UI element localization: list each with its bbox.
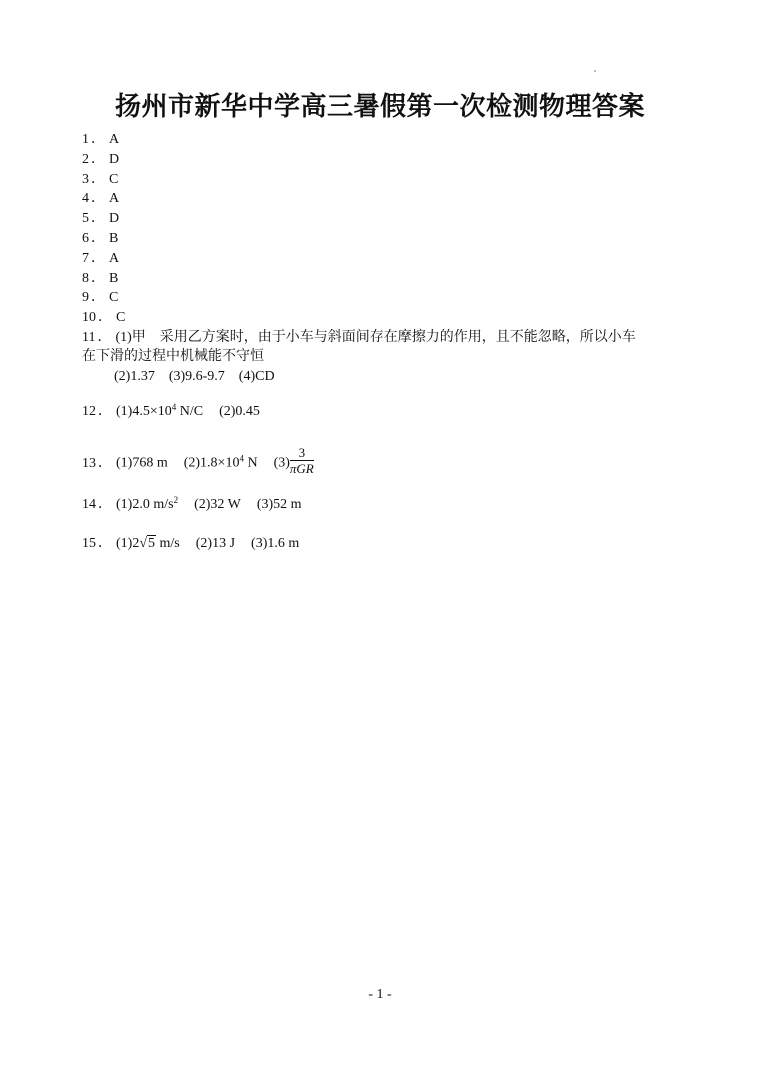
square-root: √5 [139,536,156,551]
answer-item: 2 ． D [82,152,120,167]
answer-13: 13 ． (1)768 m $(2)1.8\times 10^4$ N (3) $\frac{3}{\text{πGR}}$ [82,445,314,476]
answer-item: 9 ． C [82,290,119,305]
answer-item: 4 ． A [82,191,120,206]
answer-item: 5 ． D [82,211,120,226]
answer-item: 3 ． C [82,172,119,187]
fraction-3-over-piGR: $\frac{3}{\text{πGR}}$ [289,445,314,476]
answer-item: 7 ． A [82,251,120,266]
answer-12: 12 ． $(1)4.5\times 10^4$ N/C (2)0.45 [82,402,260,419]
answer-14: 14 ． (1)2.0 $m/s^2$ (2)32 W (3)52 m [82,495,302,512]
answer-item: 10 ． C [82,310,126,325]
answer-item: 1 ． A [82,132,120,147]
answer-15: 15 ． (1)2√5 m/s (2)13 J (3)1.6 m [82,536,300,551]
page-title: 扬州市新华中学高三暑假第一次检测物理答案 [114,92,645,122]
answer-item: 8 ． B [82,271,119,286]
answer-11: 11 ． (1)甲 采用乙方案时，由于小车与斜面间存在摩擦力的作用，且不能忽略，所以小车 [82,330,636,345]
answer-11-continued: 在下滑的过程中机械能不守恒 [82,349,264,364]
answer-11-parts: (2)1.37 (3)9.6-9.7 (4)CD [114,369,275,384]
page-number: - 1 - [368,987,392,1002]
answer-item: 6 ． B [82,231,119,246]
scan-speck [594,70,596,72]
